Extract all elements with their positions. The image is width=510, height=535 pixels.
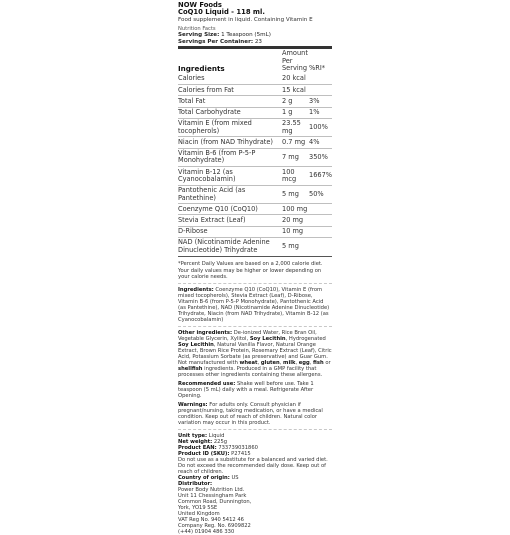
nutrient-name: Coenzyme Q10 (CoQ10): [178, 204, 282, 215]
recommended-use-text: Shake well before use. Take 1 teaspoon (5 mL) daily with a meal. Refrigerate After Opening.: [178, 381, 314, 400]
comma: ,: [295, 360, 298, 367]
divider: [178, 429, 332, 430]
comma: ,: [257, 360, 260, 367]
allergen-egg: egg: [298, 360, 310, 367]
nutrition-row: [178, 85, 332, 96]
nutrient-ri: [309, 237, 332, 255]
country-of-origin-value: US: [231, 475, 239, 482]
nutrient-name: Pantothenic Acid (as Pantethine): [178, 185, 282, 204]
nutrient-name: Calories from Fat: [178, 85, 282, 96]
allergen-milk: milk: [283, 360, 296, 367]
other-ingredients-label: Other ingredients:: [178, 330, 233, 337]
nutrient-amount: 100 mcg: [282, 167, 309, 186]
unit-type-value: Liquid: [208, 433, 225, 440]
distributor-line: Unit 11 Chessingham Park: [178, 493, 247, 500]
nutrition-facts-title: Nutrition Facts: [178, 25, 216, 32]
product-specs: [178, 433, 332, 535]
recommended-use-label: Recommended use:: [178, 381, 236, 388]
nutrient-amount: 2 g: [282, 96, 309, 107]
column-header-amount: Amount Per Serving: [282, 49, 308, 73]
nutrient-ri: 100%: [309, 118, 332, 137]
nutrient-ri: [309, 204, 332, 215]
distributor-line: Power Body Nutrition Ltd.: [178, 487, 245, 494]
nutrient-ri: [309, 85, 332, 96]
nutrient-amount: 1 g: [282, 107, 309, 118]
nutrition-row: [178, 96, 332, 107]
nutrition-table-body: [178, 74, 332, 255]
allergen-soy-2: Soy Lecithin: [178, 342, 214, 349]
distributor-line: (+44) 01904 486 330: [178, 529, 235, 535]
nutrition-table: [178, 49, 332, 255]
diet-note: Do not use as a substitute for a balanced and varied diet.: [178, 457, 328, 464]
allergen-soy-1: Soy Lecithin: [249, 336, 286, 343]
nutrient-ri: 3%: [309, 96, 332, 107]
servings-per-container: [178, 39, 332, 46]
other-ingredients-text-3: , Natural Vanilla Flavor, Natural Orange Extract, Brown Rice Protein, Rosemary Extract (Leaf), Citric Acid, Potassium Sorbate (as preservative) and Guar Gum. Not manufactured with: [178, 342, 332, 367]
nutrition-row: [178, 167, 332, 186]
nutrient-ri: 1667%: [309, 167, 332, 186]
net-weight-value: 225g: [213, 439, 228, 446]
nutrient-name: Stevia Extract (Leaf): [178, 215, 282, 226]
dose-note: Do not exceed the recommended daily dose. Keep out of reach of children.: [178, 463, 326, 476]
nutrient-name: Calories: [178, 74, 205, 83]
nutrient-name: Total Fat: [178, 96, 282, 107]
nutrient-ri: [309, 215, 332, 226]
nutrition-row: [178, 237, 332, 255]
divider: [178, 256, 332, 257]
warnings-text: For adults only. Consult physician if pregnant/nursing, taking medication, or have a medical condition. Keep out of reach of children. Natural color variation may occur in this product.: [178, 402, 323, 427]
distributor-heading: Distributor:: [178, 481, 213, 488]
nutrient-amount: 7 mg: [282, 148, 309, 167]
nutrient-name: Total Carbohydrate: [178, 107, 282, 118]
nutrient-amount: 20 mg: [282, 215, 309, 226]
other-ingredients-text-1: De-ionized Water, Rice Bran Oil, Vegetable Glycerin, Xylitol,: [178, 330, 317, 343]
product-label: [178, 2, 332, 535]
ingredients-text: Coenzyme Q10 (CoQ10), Vitamin E (from mixed tocopherols), Stevia Extract (Leaf), D-Ribose, Vitamin B-6 (from P-5-P Monohydrate), Pantothenic Acid (as Pantethine), NAD (Nicotinamide Adenine Dinucleotide) Trihydrate, Niacin (from NAD Trihydrate), Vitamin B-12 (as Cyanocobalamin): [178, 287, 330, 324]
product-id-label: Product ID (SKU):: [178, 451, 230, 458]
nutrient-amount: 20 kcal: [282, 74, 306, 83]
servings-label: Servings Per Container:: [178, 38, 254, 45]
warnings-label: Warnings:: [178, 402, 208, 409]
servings-value: 23: [254, 38, 262, 45]
nutrient-amount: 15 kcal: [282, 85, 309, 96]
nutrient-amount: 100 mg: [282, 204, 309, 215]
nutrient-name: Niacin (from NAD Trihydrate): [178, 137, 282, 148]
comma: ,: [309, 360, 312, 367]
nutrient-ri: 50%: [309, 185, 332, 204]
nutrition-row: [178, 226, 332, 237]
product-id-value: P27415: [231, 451, 251, 458]
nutrition-row: [178, 204, 332, 215]
nutrient-name: Vitamin E (from mixed tocopherols): [178, 118, 282, 137]
nutrient-ri: 1%: [309, 107, 332, 118]
distributor-line: United Kingdom: [178, 511, 220, 518]
nutrition-row: [178, 137, 332, 148]
nutrient-ri: [309, 226, 332, 237]
comma: ,: [279, 360, 282, 367]
serving-size-value: 1 Teaspoon (5mL): [221, 32, 271, 39]
unit-type-label: Unit type:: [178, 433, 208, 440]
nutrient-ri: 350%: [309, 148, 332, 167]
serving-size-label: Serving Size:: [178, 32, 220, 39]
recommended-use-section: [178, 381, 332, 399]
nutrient-amount: 5 mg: [282, 237, 309, 255]
nutrient-name: Vitamin B-6 (from P-5-P Monohydrate): [178, 148, 282, 167]
nutrition-row: [178, 185, 332, 204]
nutrition-row: [178, 107, 332, 118]
nutrition-row: [178, 74, 332, 85]
distributor-line: Company Reg. No. 6909822: [178, 523, 251, 530]
product-ean-value: 733739031860: [218, 445, 258, 452]
ingredients-section: [178, 287, 332, 323]
nutrient-amount: 5 mg: [282, 185, 309, 204]
product-description: Food supplement in liquid. Containing Vitamin E: [178, 16, 313, 23]
distributor-line: Common Road, Dunnington,: [178, 499, 252, 506]
nutrient-name: D-Ribose: [178, 226, 282, 237]
nutrient-ri: [309, 74, 332, 85]
product-name: CoQ10 Liquid - 118 ml.: [178, 8, 265, 17]
ingredients-label: Ingredients:: [178, 287, 214, 294]
nutrient-name: Vitamin B-12 (as Cyanocobalamin): [178, 167, 282, 186]
table-header-row: [178, 49, 332, 74]
distributor-line: VAT Reg No. 940 5412 46: [178, 517, 244, 524]
allergen-fish: fish: [313, 360, 324, 367]
country-of-origin-label: Country of origin:: [178, 475, 230, 482]
divider: [178, 326, 332, 327]
nutrition-row: [178, 148, 332, 167]
allergen-wheat: wheat: [239, 360, 258, 367]
product-ean-label: Product EAN:: [178, 445, 217, 452]
nutrition-row: [178, 118, 332, 137]
divider: [178, 283, 332, 284]
nutrient-amount: 23.55 mg: [282, 118, 309, 137]
allergen-shellfish: shellfish: [178, 366, 203, 373]
distributor-address: [178, 487, 332, 535]
net-weight-label: Net weight:: [178, 439, 213, 446]
warnings-section: [178, 402, 332, 426]
daily-value-footnote: *Percent Daily Values are based on a 2,000 calorie diet. Your daily values may be higher or lower depending on your calorie needs.: [178, 261, 323, 280]
other-ingredients-text-5: ingredients. Produced in a GMP facility that processes other ingredients containing these allergens.: [178, 366, 323, 379]
nutrition-row: [178, 215, 332, 226]
other-ingredients-text-2: , Hydrogenated: [285, 336, 326, 343]
other-ingredients-text-4: or: [325, 360, 331, 367]
column-header-ri: %RI*: [309, 64, 326, 73]
serving-size: [178, 32, 332, 39]
nutrient-ri: 4%: [309, 137, 332, 148]
nutrient-name: NAD (Nicotinamide Adenine Dinucleotide) Trihydrate: [178, 237, 282, 255]
column-header-ingredients: Ingredients: [178, 64, 225, 74]
other-ingredients-section: [178, 330, 332, 378]
allergen-gluten: gluten: [260, 360, 280, 367]
nutrient-amount: 0.7 mg: [282, 137, 309, 148]
brand-name: NOW Foods: [178, 1, 222, 9]
distributor-line: York, YO19 5SE: [178, 505, 218, 512]
nutrient-amount: 10 mg: [282, 226, 309, 237]
